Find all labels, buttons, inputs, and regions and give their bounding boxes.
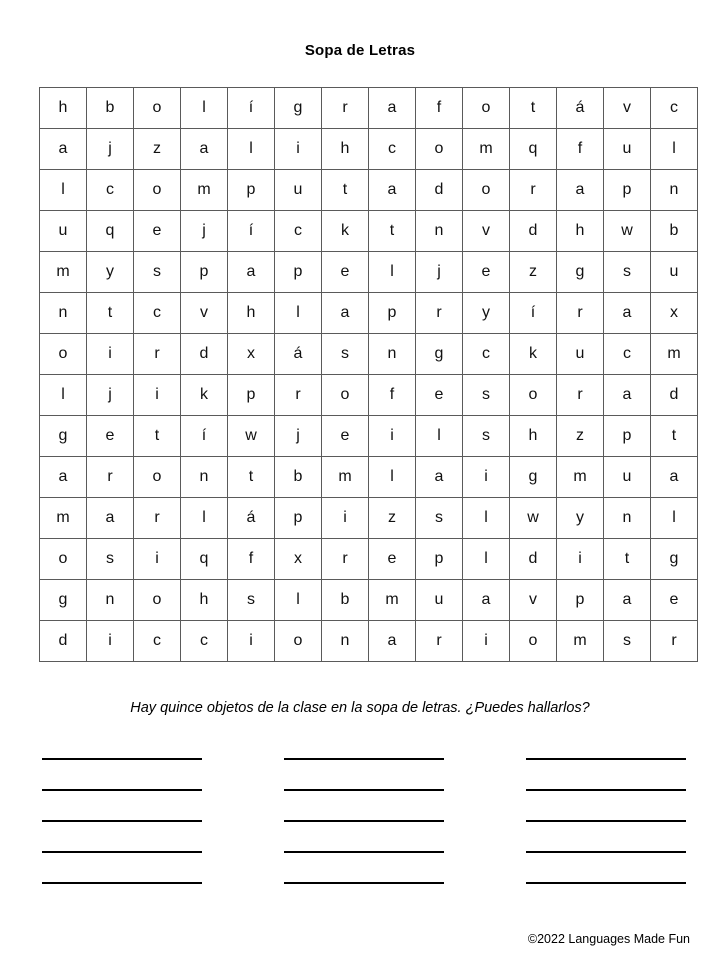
- word-search-cell[interactable]: z: [369, 498, 416, 539]
- word-search-cell[interactable]: g: [557, 252, 604, 293]
- word-search-cell[interactable]: i: [87, 334, 134, 375]
- word-search-cell[interactable]: t: [87, 293, 134, 334]
- word-search-row: [40, 334, 698, 375]
- word-search-cell[interactable]: f: [228, 539, 275, 580]
- word-search-cell[interactable]: r: [416, 621, 463, 662]
- word-search-cell[interactable]: w: [228, 416, 275, 457]
- word-search-cell[interactable]: i: [557, 539, 604, 580]
- word-search-cell[interactable]: d: [510, 211, 557, 252]
- word-search-cell[interactable]: u: [604, 457, 651, 498]
- page-title: Sopa de Letras: [304, 42, 416, 59]
- word-search-cell[interactable]: c: [134, 621, 181, 662]
- word-search-cell[interactable]: t: [134, 416, 181, 457]
- word-search-cell[interactable]: w: [510, 498, 557, 539]
- answer-line[interactable]: [284, 882, 444, 884]
- word-search-cell[interactable]: l: [40, 375, 87, 416]
- word-search-cell[interactable]: m: [557, 457, 604, 498]
- word-search-cell[interactable]: a: [369, 621, 416, 662]
- word-search-cell[interactable]: c: [651, 88, 698, 129]
- word-search-cell[interactable]: c: [181, 621, 228, 662]
- word-search-cell[interactable]: l: [181, 498, 228, 539]
- word-search-cell[interactable]: o: [134, 88, 181, 129]
- word-search-cell[interactable]: a: [604, 293, 651, 334]
- word-search-cell[interactable]: i: [275, 129, 322, 170]
- word-search-cell[interactable]: m: [557, 621, 604, 662]
- word-search-cell[interactable]: e: [134, 211, 181, 252]
- word-search-cell[interactable]: í: [228, 211, 275, 252]
- word-search-cell[interactable]: l: [275, 580, 322, 621]
- word-search-row: [40, 539, 698, 580]
- word-search-cell[interactable]: o: [134, 170, 181, 211]
- word-search-cell[interactable]: v: [463, 211, 510, 252]
- word-search-cell[interactable]: l: [463, 498, 510, 539]
- word-search-cell[interactable]: a: [40, 457, 87, 498]
- word-search-cell[interactable]: o: [416, 129, 463, 170]
- answer-line-slot: [526, 789, 686, 820]
- word-search-body: [40, 88, 698, 662]
- word-search-cell[interactable]: s: [604, 621, 651, 662]
- word-search-cell[interactable]: v: [181, 293, 228, 334]
- word-search-cell[interactable]: o: [40, 539, 87, 580]
- word-search-cell[interactable]: p: [275, 252, 322, 293]
- word-search-cell[interactable]: a: [87, 498, 134, 539]
- word-search-cell[interactable]: i: [463, 621, 510, 662]
- word-search-cell[interactable]: g: [275, 88, 322, 129]
- answer-line[interactable]: [526, 851, 686, 853]
- word-search-cell[interactable]: n: [40, 293, 87, 334]
- answer-line-slot: [526, 820, 686, 851]
- word-search-cell[interactable]: j: [181, 211, 228, 252]
- word-search-cell[interactable]: l: [416, 416, 463, 457]
- word-search-cell[interactable]: a: [416, 457, 463, 498]
- word-search-cell[interactable]: i: [463, 457, 510, 498]
- word-search-cell[interactable]: y: [557, 498, 604, 539]
- word-search-cell[interactable]: w: [604, 211, 651, 252]
- word-search-cell[interactable]: b: [275, 457, 322, 498]
- word-search-cell[interactable]: o: [463, 88, 510, 129]
- word-search-cell[interactable]: a: [369, 88, 416, 129]
- answer-line-slot: [42, 882, 284, 913]
- word-search-cell[interactable]: t: [322, 170, 369, 211]
- word-search-cell[interactable]: á: [557, 88, 604, 129]
- word-search-cell[interactable]: n: [416, 211, 463, 252]
- word-search-cell[interactable]: p: [181, 252, 228, 293]
- word-search-cell[interactable]: n: [604, 498, 651, 539]
- word-search-cell[interactable]: h: [322, 129, 369, 170]
- word-search-cell[interactable]: á: [275, 334, 322, 375]
- word-search-cell[interactable]: t: [604, 539, 651, 580]
- word-search-cell[interactable]: c: [87, 170, 134, 211]
- word-search-row: [40, 580, 698, 621]
- word-search-cell[interactable]: y: [87, 252, 134, 293]
- answer-line[interactable]: [284, 820, 444, 822]
- word-search-cell[interactable]: z: [557, 416, 604, 457]
- word-search-cell[interactable]: o: [463, 170, 510, 211]
- word-search-cell[interactable]: a: [369, 170, 416, 211]
- word-search-row: [40, 252, 698, 293]
- word-search-cell[interactable]: r: [322, 88, 369, 129]
- word-search-cell[interactable]: e: [463, 252, 510, 293]
- word-search-cell[interactable]: í: [228, 88, 275, 129]
- word-search-cell[interactable]: o: [134, 580, 181, 621]
- word-search-cell[interactable]: k: [322, 211, 369, 252]
- word-search-cell[interactable]: s: [463, 416, 510, 457]
- word-search-cell[interactable]: i: [134, 375, 181, 416]
- word-search-cell[interactable]: l: [369, 457, 416, 498]
- word-search-cell[interactable]: l: [275, 293, 322, 334]
- word-search-cell[interactable]: p: [604, 416, 651, 457]
- word-search-cell[interactable]: o: [510, 621, 557, 662]
- word-search-row: [40, 293, 698, 334]
- answer-line[interactable]: [42, 882, 202, 884]
- word-search-cell[interactable]: n: [87, 580, 134, 621]
- word-search-cell[interactable]: e: [416, 375, 463, 416]
- word-search-cell[interactable]: i: [369, 416, 416, 457]
- word-search-cell[interactable]: a: [651, 457, 698, 498]
- answer-line-slot: [42, 789, 284, 820]
- word-search-cell[interactable]: r: [322, 539, 369, 580]
- word-search-row: [40, 457, 698, 498]
- word-search-row: [40, 416, 698, 457]
- word-search-cell[interactable]: p: [416, 539, 463, 580]
- word-search-grid[interactable]: [39, 87, 698, 662]
- word-search-cell[interactable]: á: [228, 498, 275, 539]
- word-search-table[interactable]: [39, 87, 698, 662]
- word-search-cell[interactable]: d: [510, 539, 557, 580]
- word-search-cell[interactable]: r: [557, 375, 604, 416]
- word-search-cell[interactable]: g: [40, 580, 87, 621]
- answer-line-slot: [284, 882, 526, 913]
- word-search-cell[interactable]: m: [369, 580, 416, 621]
- word-search-cell[interactable]: x: [651, 293, 698, 334]
- word-search-cell[interactable]: t: [369, 211, 416, 252]
- word-search-cell[interactable]: l: [369, 252, 416, 293]
- word-search-cell[interactable]: d: [416, 170, 463, 211]
- word-search-cell[interactable]: h: [228, 293, 275, 334]
- word-search-cell[interactable]: c: [134, 293, 181, 334]
- word-search-cell[interactable]: m: [463, 129, 510, 170]
- word-search-cell[interactable]: o: [134, 457, 181, 498]
- word-search-cell[interactable]: p: [557, 580, 604, 621]
- word-search-cell[interactable]: k: [181, 375, 228, 416]
- word-search-cell[interactable]: n: [181, 457, 228, 498]
- answer-line-slot: [526, 851, 686, 882]
- word-search-cell[interactable]: z: [510, 252, 557, 293]
- word-search-cell[interactable]: y: [463, 293, 510, 334]
- word-search-cell[interactable]: l: [463, 539, 510, 580]
- answer-line[interactable]: [526, 882, 686, 884]
- word-search-cell[interactable]: s: [416, 498, 463, 539]
- word-search-cell[interactable]: q: [510, 129, 557, 170]
- word-search-cell[interactable]: r: [557, 293, 604, 334]
- word-search-cell[interactable]: r: [134, 334, 181, 375]
- word-search-row: [40, 621, 698, 662]
- answer-line-slot: [42, 851, 284, 882]
- word-search-cell[interactable]: l: [228, 129, 275, 170]
- word-search-cell[interactable]: i: [322, 498, 369, 539]
- word-search-cell[interactable]: k: [510, 334, 557, 375]
- answer-line-slot: [42, 758, 284, 789]
- instructions-text: Hay quince objetos de la clase en la sopa de letras. ¿Puedes hallarlos?: [130, 700, 590, 716]
- word-search-cell[interactable]: u: [557, 334, 604, 375]
- word-search-cell[interactable]: b: [87, 88, 134, 129]
- word-search-cell[interactable]: s: [228, 580, 275, 621]
- word-search-cell[interactable]: r: [651, 621, 698, 662]
- word-search-cell[interactable]: d: [651, 375, 698, 416]
- answer-line[interactable]: [284, 789, 444, 791]
- word-search-cell[interactable]: l: [181, 88, 228, 129]
- answer-line[interactable]: [526, 820, 686, 822]
- word-search-cell[interactable]: a: [181, 129, 228, 170]
- word-search-cell[interactable]: m: [651, 334, 698, 375]
- word-search-cell[interactable]: s: [87, 539, 134, 580]
- word-search-cell[interactable]: n: [651, 170, 698, 211]
- answer-lines-area[interactable]: [42, 758, 682, 913]
- word-search-cell[interactable]: j: [87, 129, 134, 170]
- word-search-cell[interactable]: m: [181, 170, 228, 211]
- word-search-cell[interactable]: e: [87, 416, 134, 457]
- word-search-cell[interactable]: b: [322, 580, 369, 621]
- word-search-cell[interactable]: r: [87, 457, 134, 498]
- word-search-cell[interactable]: í: [510, 293, 557, 334]
- word-search-cell[interactable]: q: [87, 211, 134, 252]
- word-search-cell[interactable]: f: [369, 375, 416, 416]
- word-search-row: [40, 375, 698, 416]
- word-search-cell[interactable]: o: [322, 375, 369, 416]
- word-search-cell[interactable]: s: [604, 252, 651, 293]
- word-search-cell[interactable]: m: [40, 252, 87, 293]
- word-search-cell[interactable]: e: [322, 252, 369, 293]
- answer-line[interactable]: [42, 820, 202, 822]
- answer-line-slot: [284, 789, 526, 820]
- word-search-cell[interactable]: g: [416, 334, 463, 375]
- word-search-cell[interactable]: s: [322, 334, 369, 375]
- word-search-row: [40, 211, 698, 252]
- word-search-cell[interactable]: c: [604, 334, 651, 375]
- copyright-footer: ©2022 Languages Made Fun: [527, 932, 690, 946]
- answer-line[interactable]: [526, 789, 686, 791]
- answer-line-slot: [284, 851, 526, 882]
- word-search-cell[interactable]: p: [228, 375, 275, 416]
- word-search-cell[interactable]: n: [322, 621, 369, 662]
- word-search-cell[interactable]: e: [322, 416, 369, 457]
- word-search-cell[interactable]: a: [463, 580, 510, 621]
- word-search-cell[interactable]: j: [275, 416, 322, 457]
- answer-line-slot: [284, 758, 526, 789]
- word-search-cell[interactable]: u: [40, 211, 87, 252]
- word-search-row: [40, 170, 698, 211]
- word-search-cell[interactable]: e: [369, 539, 416, 580]
- word-search-cell[interactable]: a: [557, 170, 604, 211]
- word-search-cell[interactable]: h: [181, 580, 228, 621]
- word-search-cell[interactable]: h: [40, 88, 87, 129]
- word-search-cell[interactable]: c: [463, 334, 510, 375]
- word-search-cell[interactable]: a: [604, 375, 651, 416]
- word-search-cell[interactable]: h: [557, 211, 604, 252]
- answer-line[interactable]: [284, 851, 444, 853]
- word-search-cell[interactable]: t: [510, 88, 557, 129]
- word-search-cell[interactable]: i: [134, 539, 181, 580]
- word-search-cell[interactable]: d: [40, 621, 87, 662]
- word-search-cell[interactable]: r: [510, 170, 557, 211]
- word-search-cell[interactable]: u: [604, 129, 651, 170]
- word-search-cell[interactable]: p: [228, 170, 275, 211]
- word-search-cell[interactable]: s: [134, 252, 181, 293]
- word-search-cell[interactable]: u: [275, 170, 322, 211]
- word-search-cell[interactable]: g: [40, 416, 87, 457]
- word-search-cell[interactable]: e: [651, 580, 698, 621]
- word-search-cell[interactable]: r: [416, 293, 463, 334]
- word-search-cell[interactable]: p: [275, 498, 322, 539]
- word-search-cell[interactable]: o: [40, 334, 87, 375]
- answer-line-slot: [526, 882, 686, 913]
- word-search-row: [40, 129, 698, 170]
- word-search-cell[interactable]: c: [275, 211, 322, 252]
- word-search-cell[interactable]: m: [40, 498, 87, 539]
- word-search-cell[interactable]: a: [228, 252, 275, 293]
- answer-line-slot: [526, 758, 686, 789]
- answer-line[interactable]: [42, 789, 202, 791]
- word-search-cell[interactable]: l: [651, 498, 698, 539]
- word-search-cell[interactable]: p: [604, 170, 651, 211]
- word-search-cell[interactable]: d: [181, 334, 228, 375]
- answer-line[interactable]: [526, 758, 686, 760]
- word-search-cell[interactable]: a: [40, 129, 87, 170]
- word-search-cell[interactable]: u: [651, 252, 698, 293]
- word-search-cell[interactable]: q: [181, 539, 228, 580]
- word-search-cell[interactable]: a: [604, 580, 651, 621]
- word-search-cell[interactable]: x: [228, 334, 275, 375]
- word-search-cell[interactable]: í: [181, 416, 228, 457]
- answer-line[interactable]: [284, 758, 444, 760]
- word-search-cell[interactable]: i: [87, 621, 134, 662]
- answer-line[interactable]: [42, 758, 202, 760]
- word-search-cell[interactable]: a: [322, 293, 369, 334]
- word-search-cell[interactable]: v: [510, 580, 557, 621]
- word-search-cell[interactable]: t: [651, 416, 698, 457]
- word-search-cell[interactable]: c: [369, 129, 416, 170]
- word-search-cell[interactable]: f: [416, 88, 463, 129]
- word-search-cell[interactable]: o: [510, 375, 557, 416]
- word-search-cell[interactable]: g: [510, 457, 557, 498]
- word-search-cell[interactable]: v: [604, 88, 651, 129]
- word-search-row: [40, 88, 698, 129]
- word-search-cell[interactable]: x: [275, 539, 322, 580]
- answer-line-slot: [284, 820, 526, 851]
- word-search-row: [40, 498, 698, 539]
- word-search-cell[interactable]: j: [87, 375, 134, 416]
- word-search-cell[interactable]: h: [510, 416, 557, 457]
- word-search-cell[interactable]: p: [369, 293, 416, 334]
- word-search-cell[interactable]: m: [322, 457, 369, 498]
- word-search-cell[interactable]: r: [134, 498, 181, 539]
- word-search-cell[interactable]: g: [651, 539, 698, 580]
- word-search-cell[interactable]: n: [369, 334, 416, 375]
- word-search-cell[interactable]: t: [228, 457, 275, 498]
- word-search-cell[interactable]: r: [275, 375, 322, 416]
- word-search-cell[interactable]: s: [463, 375, 510, 416]
- answer-line[interactable]: [42, 851, 202, 853]
- word-search-cell[interactable]: j: [416, 252, 463, 293]
- word-search-cell[interactable]: l: [40, 170, 87, 211]
- word-search-cell[interactable]: i: [228, 621, 275, 662]
- word-search-cell[interactable]: u: [416, 580, 463, 621]
- word-search-cell[interactable]: f: [557, 129, 604, 170]
- word-search-cell[interactable]: z: [134, 129, 181, 170]
- word-search-cell[interactable]: o: [275, 621, 322, 662]
- answer-line-slot: [42, 820, 284, 851]
- word-search-cell[interactable]: l: [651, 129, 698, 170]
- word-search-cell[interactable]: b: [651, 211, 698, 252]
